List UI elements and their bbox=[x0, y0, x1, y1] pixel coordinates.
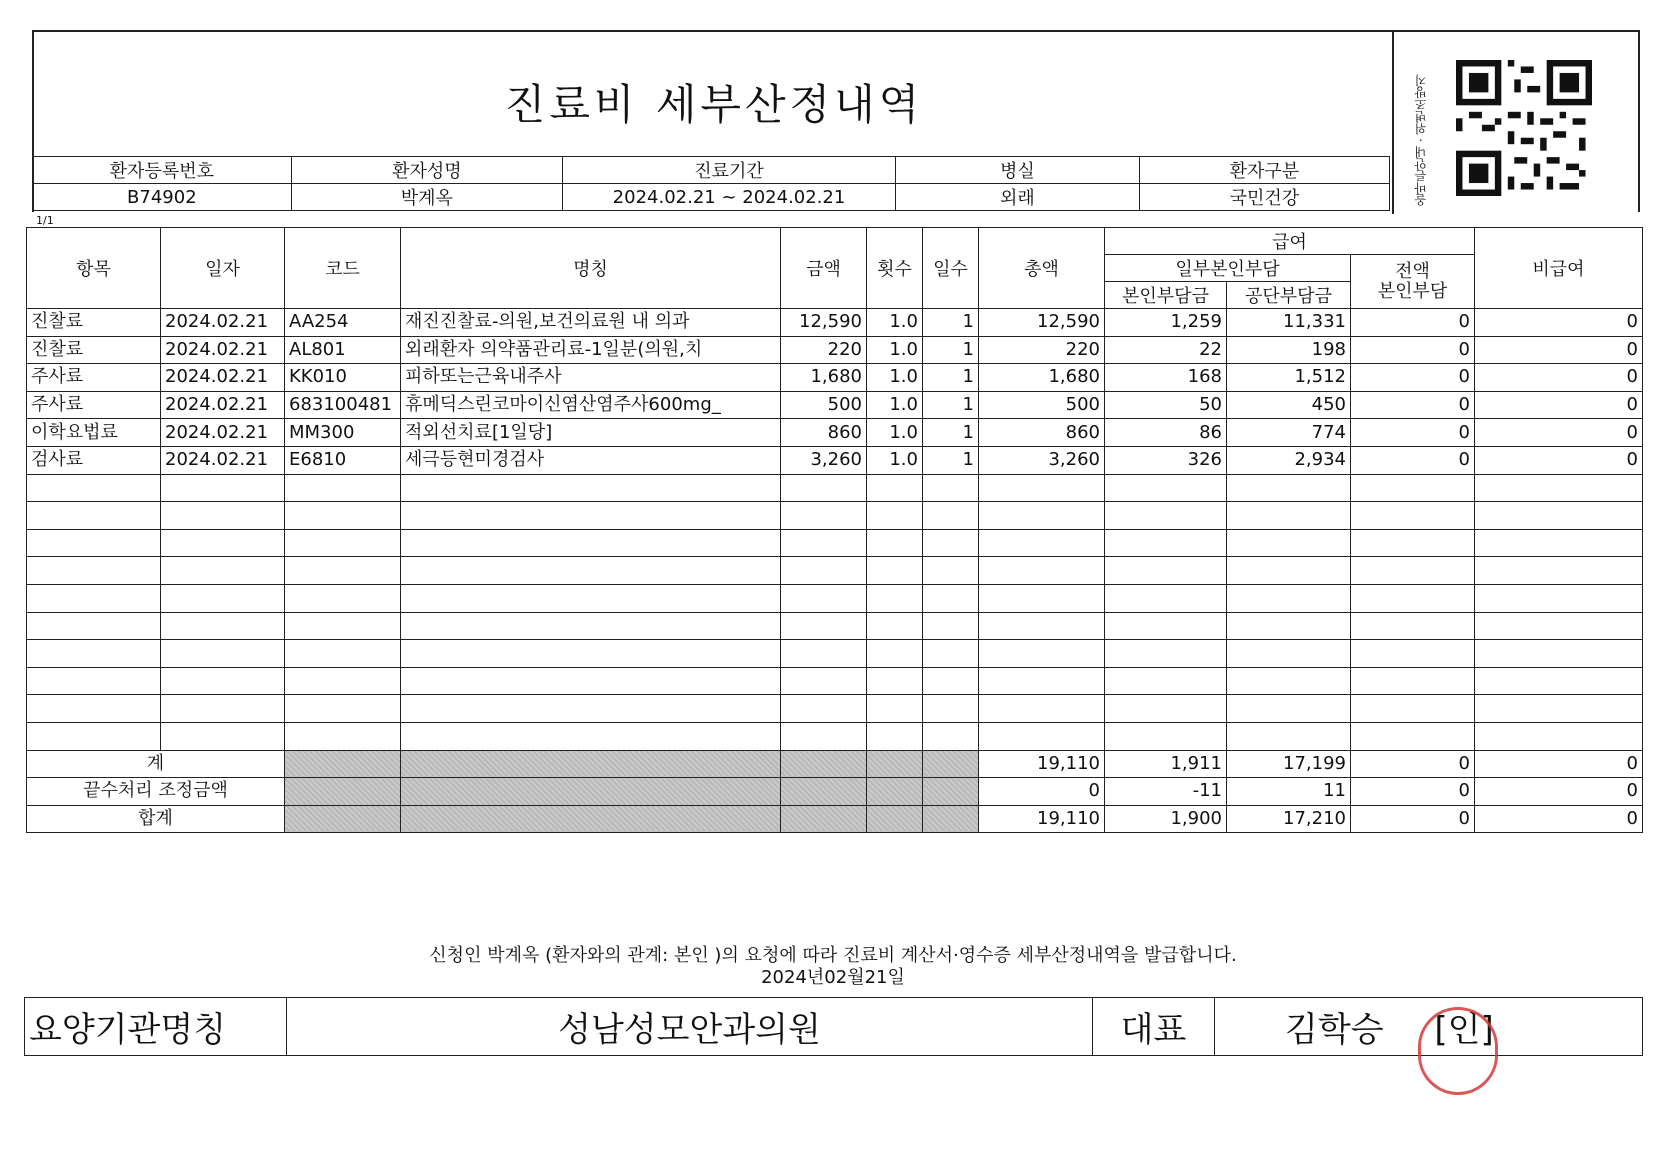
cell-days bbox=[923, 502, 979, 530]
cell-self bbox=[1105, 640, 1227, 668]
cell-name bbox=[401, 502, 781, 530]
shaded-cell bbox=[923, 750, 979, 778]
cell-name bbox=[401, 667, 781, 695]
cell-code: E6810 bbox=[285, 446, 401, 474]
cell-date: 2024.02.21 bbox=[161, 364, 285, 392]
cell-total bbox=[979, 612, 1105, 640]
col-full: 전액 본인부담 bbox=[1351, 255, 1475, 309]
cell-full bbox=[1351, 502, 1475, 530]
shaded-cell bbox=[285, 750, 401, 778]
shaded-cell bbox=[401, 805, 781, 833]
cell-nonbenefit bbox=[1475, 667, 1643, 695]
cell-count bbox=[867, 557, 923, 585]
cell-name: 휴메딕스린코마이신염산염주사600mg_ bbox=[401, 391, 781, 419]
patient-type: 국민건강 bbox=[1139, 184, 1389, 211]
cell-item: 검사료 bbox=[27, 446, 161, 474]
cell-nonbenefit: 0 bbox=[1475, 446, 1643, 474]
summary-nonbenefit: 0 bbox=[1475, 805, 1643, 833]
cell-nonbenefit bbox=[1475, 584, 1643, 612]
cell-days: 1 bbox=[923, 446, 979, 474]
cell-date bbox=[161, 695, 285, 723]
summary-self: -11 bbox=[1105, 778, 1227, 806]
cell-code: KK010 bbox=[285, 364, 401, 392]
cell-days bbox=[923, 612, 979, 640]
summary-nonbenefit: 0 bbox=[1475, 778, 1643, 806]
cell-code bbox=[285, 584, 401, 612]
cell-item: 진찰료 bbox=[27, 309, 161, 337]
cell-amount bbox=[781, 474, 867, 502]
cell-days: 1 bbox=[923, 336, 979, 364]
cell-code bbox=[285, 502, 401, 530]
cell-days: 1 bbox=[923, 309, 979, 337]
cell-item bbox=[27, 557, 161, 585]
cell-code: 683100481 bbox=[285, 391, 401, 419]
cell-self bbox=[1105, 502, 1227, 530]
cell-count: 1.0 bbox=[867, 446, 923, 474]
col-code: 코드 bbox=[285, 228, 401, 309]
patient-info-header-row bbox=[33, 157, 1390, 184]
red-seal-stamp-icon bbox=[1418, 1007, 1498, 1095]
cell-amount bbox=[781, 612, 867, 640]
cell-nonbenefit: 0 bbox=[1475, 391, 1643, 419]
cell-item: 주사료 bbox=[27, 364, 161, 392]
cell-nonbenefit bbox=[1475, 474, 1643, 502]
cell-days bbox=[923, 695, 979, 723]
cell-total: 3,260 bbox=[979, 446, 1105, 474]
summary-full: 0 bbox=[1351, 805, 1475, 833]
cell-name bbox=[401, 640, 781, 668]
summary-full: 0 bbox=[1351, 778, 1475, 806]
patient-info-table bbox=[32, 156, 1390, 211]
cell-count: 1.0 bbox=[867, 336, 923, 364]
cell-insurer: 450 bbox=[1227, 391, 1351, 419]
info-header: 진료기간 bbox=[563, 157, 896, 184]
summary-total: 19,110 bbox=[979, 805, 1105, 833]
cell-name bbox=[401, 612, 781, 640]
patient-id: B74902 bbox=[33, 184, 292, 211]
statement-document bbox=[29, 30, 1640, 1115]
cell-self bbox=[1105, 529, 1227, 557]
cell-self bbox=[1105, 695, 1227, 723]
col-total: 총액 bbox=[979, 228, 1105, 309]
cell-amount: 3,260 bbox=[781, 446, 867, 474]
cell-code: AA254 bbox=[285, 309, 401, 337]
summary-total: 19,110 bbox=[979, 750, 1105, 778]
cell-full: 0 bbox=[1351, 419, 1475, 447]
cell-count: 1.0 bbox=[867, 309, 923, 337]
empty-table-row bbox=[27, 722, 1643, 750]
cell-count: 1.0 bbox=[867, 391, 923, 419]
shaded-cell bbox=[867, 805, 923, 833]
cell-name: 세극등현미경검사 bbox=[401, 446, 781, 474]
cell-date: 2024.02.21 bbox=[161, 336, 285, 364]
cell-item bbox=[27, 722, 161, 750]
cell-item bbox=[27, 502, 161, 530]
cell-days bbox=[923, 529, 979, 557]
cell-count bbox=[867, 612, 923, 640]
shaded-cell bbox=[781, 805, 867, 833]
cell-insurer bbox=[1227, 612, 1351, 640]
cell-code: AL801 bbox=[285, 336, 401, 364]
cell-full: 0 bbox=[1351, 391, 1475, 419]
cell-amount: 220 bbox=[781, 336, 867, 364]
cell-total: 1,680 bbox=[979, 364, 1105, 392]
document-title: 진료비 세부산정내역 bbox=[504, 80, 924, 129]
cell-date bbox=[161, 502, 285, 530]
empty-table-row bbox=[27, 667, 1643, 695]
summary-self: 1,900 bbox=[1105, 805, 1227, 833]
summary-row bbox=[27, 750, 1643, 778]
cell-total bbox=[979, 667, 1105, 695]
cell-full: 0 bbox=[1351, 364, 1475, 392]
col-insurer: 공단부담금 bbox=[1227, 282, 1351, 309]
cell-item bbox=[27, 695, 161, 723]
cell-total bbox=[979, 557, 1105, 585]
col-item: 항목 bbox=[27, 228, 161, 309]
cell-total: 12,590 bbox=[979, 309, 1105, 337]
cell-nonbenefit bbox=[1475, 722, 1643, 750]
cell-total bbox=[979, 584, 1105, 612]
cell-total bbox=[979, 695, 1105, 723]
col-nonbenefit: 비급여 bbox=[1475, 228, 1643, 309]
cell-date bbox=[161, 722, 285, 750]
page-number: 1/1 bbox=[36, 214, 54, 227]
cell-days bbox=[923, 722, 979, 750]
empty-table-row bbox=[27, 640, 1643, 668]
cell-full bbox=[1351, 612, 1475, 640]
cell-name bbox=[401, 557, 781, 585]
cell-full: 0 bbox=[1351, 446, 1475, 474]
cell-count bbox=[867, 722, 923, 750]
cell-insurer bbox=[1227, 557, 1351, 585]
cell-item bbox=[27, 640, 161, 668]
cell-count bbox=[867, 667, 923, 695]
cell-nonbenefit: 0 bbox=[1475, 364, 1643, 392]
shaded-cell bbox=[781, 778, 867, 806]
cell-self bbox=[1105, 722, 1227, 750]
summary-row bbox=[27, 805, 1643, 833]
cell-name: 적외선치료[1일당] bbox=[401, 419, 781, 447]
cell-total bbox=[979, 722, 1105, 750]
empty-table-row bbox=[27, 695, 1643, 723]
cell-days: 1 bbox=[923, 364, 979, 392]
shaded-cell bbox=[923, 805, 979, 833]
summary-insurer: 11 bbox=[1227, 778, 1351, 806]
cell-name bbox=[401, 584, 781, 612]
cell-total: 500 bbox=[979, 391, 1105, 419]
empty-table-row bbox=[27, 612, 1643, 640]
cell-self bbox=[1105, 612, 1227, 640]
col-name: 명칭 bbox=[401, 228, 781, 309]
cell-insurer: 11,331 bbox=[1227, 309, 1351, 337]
cell-amount bbox=[781, 584, 867, 612]
cell-total bbox=[979, 640, 1105, 668]
cell-amount: 12,590 bbox=[781, 309, 867, 337]
cell-name bbox=[401, 722, 781, 750]
cell-nonbenefit bbox=[1475, 529, 1643, 557]
shaded-cell bbox=[867, 778, 923, 806]
signature-table bbox=[24, 997, 1643, 1056]
cell-name: 피하또는근육내주사 bbox=[401, 364, 781, 392]
seal-mark: [인] bbox=[1434, 1010, 1494, 1050]
cell-item bbox=[27, 667, 161, 695]
cell-date: 2024.02.21 bbox=[161, 391, 285, 419]
cell-insurer bbox=[1227, 722, 1351, 750]
cell-item bbox=[27, 612, 161, 640]
col-amount: 금액 bbox=[781, 228, 867, 309]
cell-name bbox=[401, 474, 781, 502]
institution-label: 요양기관명칭 bbox=[25, 998, 287, 1056]
cell-insurer: 774 bbox=[1227, 419, 1351, 447]
info-header: 병실 bbox=[895, 157, 1139, 184]
info-header: 환자등록번호 bbox=[33, 157, 292, 184]
detail-table bbox=[26, 227, 1643, 833]
cell-full bbox=[1351, 557, 1475, 585]
cell-code bbox=[285, 640, 401, 668]
cell-days bbox=[923, 474, 979, 502]
cell-count bbox=[867, 474, 923, 502]
cell-count: 1.0 bbox=[867, 419, 923, 447]
table-row bbox=[27, 446, 1643, 474]
cell-full bbox=[1351, 695, 1475, 723]
cell-count bbox=[867, 529, 923, 557]
issue-notice bbox=[24, 945, 1642, 989]
cell-self bbox=[1105, 667, 1227, 695]
summary-label: 끝수처리 조정금액 bbox=[27, 778, 285, 806]
cell-code bbox=[285, 667, 401, 695]
patient-name: 박계옥 bbox=[291, 184, 562, 211]
cell-amount bbox=[781, 695, 867, 723]
cell-days bbox=[923, 584, 979, 612]
cell-code bbox=[285, 695, 401, 723]
table-row bbox=[27, 336, 1643, 364]
cell-self bbox=[1105, 474, 1227, 502]
cell-total bbox=[979, 502, 1105, 530]
cell-item bbox=[27, 474, 161, 502]
shaded-cell bbox=[923, 778, 979, 806]
shaded-cell bbox=[401, 750, 781, 778]
cell-insurer bbox=[1227, 529, 1351, 557]
cell-code bbox=[285, 529, 401, 557]
cell-amount bbox=[781, 722, 867, 750]
cell-insurer: 2,934 bbox=[1227, 446, 1351, 474]
cell-days bbox=[923, 557, 979, 585]
col-benefit: 급여 bbox=[1105, 228, 1475, 255]
cell-days bbox=[923, 640, 979, 668]
cell-date bbox=[161, 529, 285, 557]
treatment-period: 2024.02.21 ~ 2024.02.21 bbox=[563, 184, 896, 211]
issue-notice-text: 신청인 박계옥 (환자와의 관계: 본인 )의 요청에 따라 진료비 계산서·영수증 세부산정내역을 발급합니다. bbox=[429, 945, 1237, 966]
summary-insurer: 17,199 bbox=[1227, 750, 1351, 778]
summary-self: 1,911 bbox=[1105, 750, 1227, 778]
col-days: 일수 bbox=[923, 228, 979, 309]
cell-insurer bbox=[1227, 667, 1351, 695]
cell-count bbox=[867, 502, 923, 530]
cell-full bbox=[1351, 667, 1475, 695]
summary-label: 합계 bbox=[27, 805, 285, 833]
footer-block bbox=[24, 945, 1642, 1115]
cell-self: 50 bbox=[1105, 391, 1227, 419]
qr-caption: 올바른안내 · 위변조방지 bbox=[1414, 74, 1428, 206]
cell-amount bbox=[781, 667, 867, 695]
cell-code bbox=[285, 557, 401, 585]
cell-nonbenefit bbox=[1475, 502, 1643, 530]
cell-full bbox=[1351, 640, 1475, 668]
cell-insurer bbox=[1227, 502, 1351, 530]
summary-total: 0 bbox=[979, 778, 1105, 806]
cell-insurer bbox=[1227, 474, 1351, 502]
ward: 외래 bbox=[895, 184, 1139, 211]
cell-item bbox=[27, 584, 161, 612]
cell-amount bbox=[781, 557, 867, 585]
cell-date bbox=[161, 640, 285, 668]
cell-item bbox=[27, 529, 161, 557]
cell-full: 0 bbox=[1351, 309, 1475, 337]
cell-days: 1 bbox=[923, 391, 979, 419]
cell-full bbox=[1351, 722, 1475, 750]
cell-days: 1 bbox=[923, 419, 979, 447]
col-self: 본인부담금 bbox=[1105, 282, 1227, 309]
cell-amount: 860 bbox=[781, 419, 867, 447]
cell-self: 168 bbox=[1105, 364, 1227, 392]
cell-total: 860 bbox=[979, 419, 1105, 447]
patient-info-value-row bbox=[33, 184, 1390, 211]
col-count: 횟수 bbox=[867, 228, 923, 309]
cell-self bbox=[1105, 584, 1227, 612]
cell-insurer: 1,512 bbox=[1227, 364, 1351, 392]
cell-amount: 1,680 bbox=[781, 364, 867, 392]
cell-insurer bbox=[1227, 640, 1351, 668]
empty-table-row bbox=[27, 474, 1643, 502]
cell-date bbox=[161, 557, 285, 585]
cell-code bbox=[285, 612, 401, 640]
shaded-cell bbox=[867, 750, 923, 778]
cell-full bbox=[1351, 529, 1475, 557]
cell-nonbenefit: 0 bbox=[1475, 309, 1643, 337]
cell-date bbox=[161, 667, 285, 695]
cell-total bbox=[979, 474, 1105, 502]
cell-full bbox=[1351, 584, 1475, 612]
summary-nonbenefit: 0 bbox=[1475, 750, 1643, 778]
cell-amount bbox=[781, 640, 867, 668]
info-header: 환자구분 bbox=[1139, 157, 1389, 184]
cell-amount bbox=[781, 502, 867, 530]
cell-self bbox=[1105, 557, 1227, 585]
cell-nonbenefit: 0 bbox=[1475, 336, 1643, 364]
cell-date bbox=[161, 474, 285, 502]
cell-count bbox=[867, 584, 923, 612]
table-row bbox=[27, 309, 1643, 337]
qr-area bbox=[1392, 32, 1642, 214]
cell-full: 0 bbox=[1351, 336, 1475, 364]
summary-insurer: 17,210 bbox=[1227, 805, 1351, 833]
empty-table-row bbox=[27, 529, 1643, 557]
cell-date bbox=[161, 584, 285, 612]
cell-date: 2024.02.21 bbox=[161, 309, 285, 337]
table-row bbox=[27, 419, 1643, 447]
table-row bbox=[27, 364, 1643, 392]
cell-self: 326 bbox=[1105, 446, 1227, 474]
shaded-cell bbox=[285, 805, 401, 833]
cell-nonbenefit bbox=[1475, 612, 1643, 640]
empty-table-row bbox=[27, 557, 1643, 585]
shaded-cell bbox=[781, 750, 867, 778]
cell-date bbox=[161, 612, 285, 640]
cell-date: 2024.02.21 bbox=[161, 446, 285, 474]
cell-days bbox=[923, 667, 979, 695]
cell-self: 86 bbox=[1105, 419, 1227, 447]
cell-name bbox=[401, 529, 781, 557]
summary-label: 계 bbox=[27, 750, 285, 778]
cell-amount bbox=[781, 529, 867, 557]
col-date: 일자 bbox=[161, 228, 285, 309]
summary-full: 0 bbox=[1351, 750, 1475, 778]
cell-insurer bbox=[1227, 695, 1351, 723]
empty-table-row bbox=[27, 584, 1643, 612]
shaded-cell bbox=[401, 778, 781, 806]
col-partial: 일부본인부담 bbox=[1105, 255, 1351, 282]
cell-item: 이학요법료 bbox=[27, 419, 161, 447]
table-row bbox=[27, 391, 1643, 419]
representative-name: 김학승 bbox=[1285, 1010, 1384, 1050]
cell-date: 2024.02.21 bbox=[161, 419, 285, 447]
cell-code bbox=[285, 722, 401, 750]
cell-count bbox=[867, 695, 923, 723]
cell-nonbenefit: 0 bbox=[1475, 419, 1643, 447]
cell-name: 재진진찰료-의원,보건의료원 내 의과 bbox=[401, 309, 781, 337]
issue-date: 2024년02월21일 bbox=[761, 967, 905, 988]
empty-table-row bbox=[27, 502, 1643, 530]
cell-nonbenefit bbox=[1475, 640, 1643, 668]
cell-item: 주사료 bbox=[27, 391, 161, 419]
cell-amount: 500 bbox=[781, 391, 867, 419]
qr-code-icon bbox=[1456, 60, 1592, 196]
cell-item: 진찰료 bbox=[27, 336, 161, 364]
cell-code: MM300 bbox=[285, 419, 401, 447]
cell-total bbox=[979, 529, 1105, 557]
institution-name: 성남성모안과의원 bbox=[287, 998, 1093, 1056]
cell-insurer bbox=[1227, 584, 1351, 612]
shaded-cell bbox=[285, 778, 401, 806]
cell-full bbox=[1351, 474, 1475, 502]
cell-self: 1,259 bbox=[1105, 309, 1227, 337]
cell-code bbox=[285, 474, 401, 502]
cell-nonbenefit bbox=[1475, 695, 1643, 723]
cell-nonbenefit bbox=[1475, 557, 1643, 585]
representative-label: 대표 bbox=[1093, 998, 1215, 1056]
cell-count: 1.0 bbox=[867, 364, 923, 392]
summary-row bbox=[27, 778, 1643, 806]
cell-insurer: 198 bbox=[1227, 336, 1351, 364]
cell-self: 22 bbox=[1105, 336, 1227, 364]
cell-name: 외래환자 의약품관리료-1일분(의원,치 bbox=[401, 336, 781, 364]
info-header: 환자성명 bbox=[291, 157, 562, 184]
cell-name bbox=[401, 695, 781, 723]
cell-count bbox=[867, 640, 923, 668]
cell-total: 220 bbox=[979, 336, 1105, 364]
